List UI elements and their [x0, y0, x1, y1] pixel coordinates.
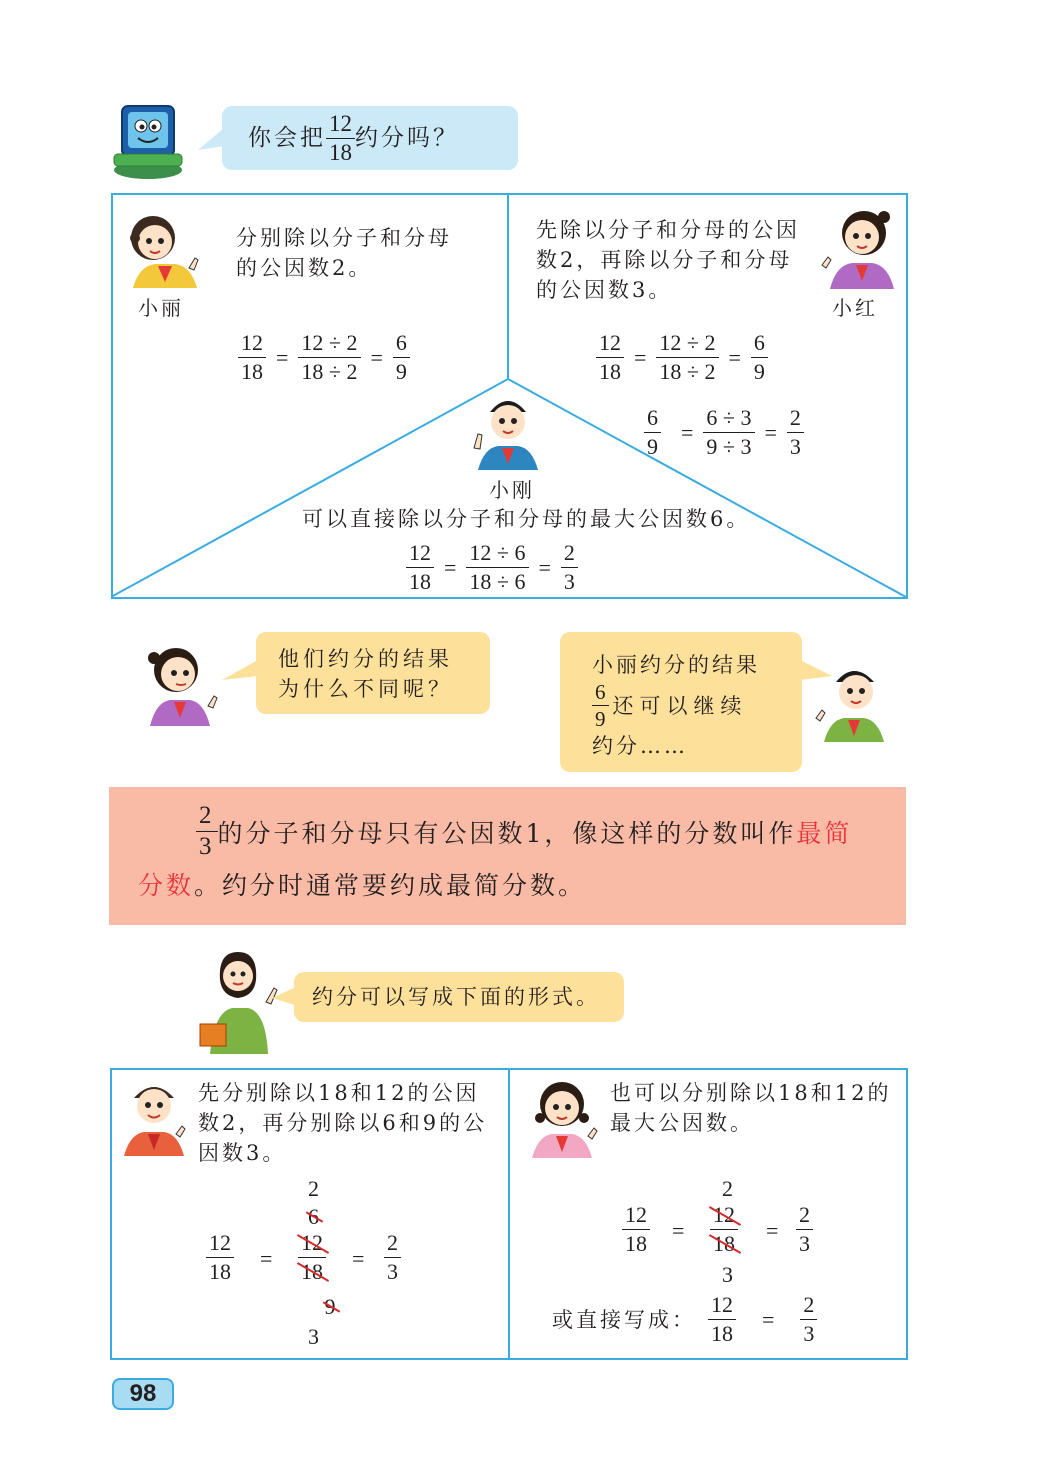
answer-speech-bubble [560, 632, 802, 772]
right-method-text: 也可以分别除以18和12的最大公因数。 [610, 1081, 892, 1135]
definition-line-1 [196, 802, 852, 861]
equals-sign: = [538, 554, 551, 580]
boy-avatar-icon [118, 1074, 190, 1156]
definition-fraction [196, 802, 218, 861]
equals-sign: = [634, 344, 647, 370]
equals-sign: = [260, 1246, 273, 1271]
equals-sign: = [764, 419, 777, 445]
frac-numerator: 12 [206, 1230, 234, 1258]
definition-line-2 [138, 866, 586, 902]
girl-pondering-avatar-icon [138, 640, 222, 726]
frac-numerator: 12 [406, 540, 434, 568]
equals-sign: = [766, 1218, 779, 1243]
frac-numerator: 12 [708, 1292, 736, 1320]
frac-denominator: 18 [711, 1321, 733, 1346]
answer-text-middle: 还可以继续 [612, 693, 748, 718]
frac-denominator: 9 ÷ 3 [706, 434, 752, 459]
xiaogang-text: 可以直接除以分子和分母的最大公因数6。 [302, 507, 751, 531]
xiaohong-text: 先除以分子和分母的公因数2，再除以分子和分母的公因数3。 [536, 218, 800, 302]
direct-form-label: 或直接写成： [552, 1307, 696, 1332]
frac-numerator: 2 [384, 1230, 401, 1258]
question-speech-bubble [256, 632, 490, 714]
struck-quotient-6: 6 [308, 1204, 319, 1229]
xiaogang-equation [406, 540, 578, 595]
xiaogang-avatar-icon [470, 390, 544, 470]
frac-denominator: 9 [753, 359, 765, 384]
answer-text-end: 约分…… [592, 734, 688, 758]
struck-denominator: 18 [298, 1258, 326, 1285]
frac-denominator: 3 [803, 1321, 815, 1346]
definition-text-1: 的分子和分母只有公因数1，像这样的分数叫作 [217, 818, 797, 848]
equals-sign: = [681, 419, 694, 445]
equals-sign: = [444, 554, 457, 580]
answer-fraction [592, 680, 609, 731]
frac-denominator: 18 ÷ 2 [301, 359, 358, 384]
frac-numerator: 12 [238, 330, 266, 358]
frac-denominator: 18 [209, 1259, 231, 1284]
quotient-top-2: 2 [722, 1176, 733, 1201]
girl-avatar-icon [522, 1074, 602, 1158]
xiaohong-name: 小红 [832, 296, 878, 320]
frac-numerator: 2 [787, 405, 804, 433]
frac-numerator: 12 ÷ 2 [656, 330, 718, 358]
struck-numerator: 12 [298, 1230, 326, 1258]
intro-question-end: 约分吗？ [355, 125, 459, 151]
frac-numerator: 6 [393, 330, 410, 358]
frac-denominator: 18 [599, 359, 621, 384]
frac-denominator: 18 ÷ 6 [469, 569, 526, 594]
right-fraction-result [796, 1202, 813, 1257]
teacher-text: 约分可以写成下面的形式。 [312, 985, 600, 1009]
definition-term-part-1: 最简 [796, 818, 853, 848]
frac-denominator: 3 [387, 1259, 398, 1284]
teacher-speech-bubble [294, 972, 624, 1022]
frac-numerator: 2 [196, 802, 218, 832]
quotient-bottom-3: 3 [722, 1262, 733, 1287]
xiaogang-name: 小刚 [489, 478, 535, 502]
left-stacked-cancellation [206, 1172, 426, 1352]
question-text: 他们约分的结果为什么不同呢？ [278, 647, 453, 701]
frac-numerator: 2 [796, 1202, 813, 1230]
struck-quotient-9: 9 [324, 1294, 336, 1319]
frac-denominator: 9 [595, 707, 606, 731]
xiaohong-equation-1 [596, 330, 768, 385]
left-fraction-middle [298, 1230, 326, 1285]
frac-denominator: 18 [241, 359, 263, 384]
intro-fraction [326, 111, 355, 166]
equals-sign: = [762, 1306, 775, 1332]
left-bubble-tail [222, 660, 260, 684]
frac-denominator: 3 [789, 434, 801, 459]
frac-numerator: 12 ÷ 6 [466, 540, 528, 568]
left-method-text: 先分别除以18和12的公因数2，再分别除以6和9的公因数3。 [198, 1081, 488, 1165]
equals-sign: = [352, 1246, 365, 1271]
right-fraction-middle [710, 1202, 738, 1257]
equals-sign: = [276, 344, 289, 370]
boy-explaining-avatar-icon [814, 660, 894, 742]
frac-numerator: 12 [622, 1202, 650, 1230]
page-number: 98 [112, 1378, 174, 1410]
frac-numerator: 12 [596, 330, 624, 358]
xiaoli-avatar-icon [125, 208, 205, 288]
frac-numerator: 2 [800, 1292, 817, 1320]
xiaoli-name: 小丽 [138, 296, 184, 320]
intro-question-start: 你会把 [248, 125, 326, 151]
left-fraction-result [384, 1230, 401, 1285]
equals-sign: = [370, 344, 383, 370]
right-fraction-start [622, 1202, 650, 1257]
left-fraction-start [206, 1230, 234, 1285]
computer-mascot-icon [108, 98, 188, 180]
intro-bubble-tail [198, 128, 226, 154]
frac-denominator: 18 ÷ 2 [659, 359, 716, 384]
definition-term-part-2: 分数 [138, 871, 195, 900]
frac-denominator: 9 [395, 359, 407, 384]
intro-speech-bubble [222, 106, 518, 170]
xiaoli-equation [238, 330, 410, 385]
frac-numerator: 2 [561, 540, 578, 568]
answer-text-start: 小丽约分的结果 [592, 653, 760, 677]
intro-fraction-denominator: 18 [329, 139, 352, 165]
intro-fraction-numerator: 12 [326, 111, 355, 139]
frac-numerator: 12 ÷ 2 [298, 330, 360, 358]
quotient-top-2: 2 [308, 1176, 319, 1201]
xiaohong-equation-2 [644, 405, 804, 460]
frac-numerator: 6 ÷ 3 [703, 405, 754, 433]
frac-denominator: 18 [409, 569, 431, 594]
frac-numerator: 6 [751, 330, 768, 358]
equals-sign: = [728, 344, 741, 370]
frac-denominator: 3 [799, 1231, 810, 1256]
xiaohong-avatar-icon [818, 203, 900, 289]
equals-sign: = [672, 1218, 685, 1243]
definition-text-2: 。约分时通常要约成最简分数。 [194, 871, 587, 900]
struck-numerator: 12 [710, 1202, 738, 1230]
struck-denominator: 18 [710, 1230, 738, 1257]
teacher-avatar-icon [196, 946, 282, 1054]
frac-denominator: 18 [625, 1231, 647, 1256]
frac-denominator: 9 [647, 434, 658, 459]
xiaoli-text: 分别除以分子和分母的公因数2。 [236, 226, 452, 280]
quotient-bottom-3: 3 [308, 1324, 319, 1349]
notation-panel-divider [508, 1070, 510, 1358]
frac-numerator: 6 [592, 680, 609, 706]
frac-denominator: 3 [199, 833, 215, 860]
direct-form-row [552, 1292, 817, 1347]
frac-denominator: 3 [563, 569, 575, 594]
right-stacked-cancellation [622, 1172, 842, 1292]
frac-numerator: 6 [644, 405, 661, 433]
